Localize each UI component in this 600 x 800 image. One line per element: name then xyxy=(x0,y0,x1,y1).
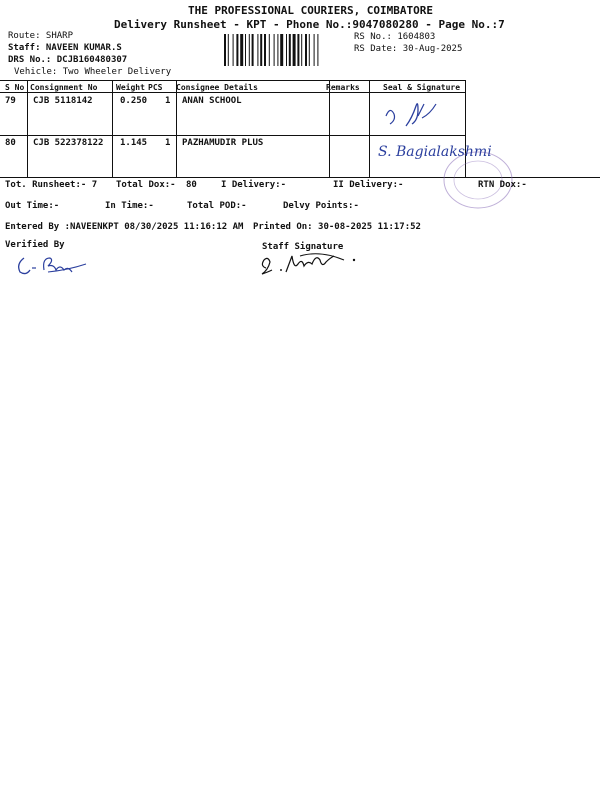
total-dox-value: 80 xyxy=(186,180,197,190)
row-consignee: PAZHAMUDIR PLUS xyxy=(182,138,264,148)
out-time: Out Time:- xyxy=(5,201,60,211)
rtn-dox: RTN Dox:- xyxy=(478,180,527,190)
printed-on: Printed On: 30-08-2025 11:17:52 xyxy=(253,222,421,232)
row-pcs: 1 xyxy=(165,138,171,148)
in-time: In Time:- xyxy=(105,201,154,211)
row-consignment: CJB 5118142 xyxy=(33,96,93,106)
entered-by: Entered By :NAVEENKPT 08/30/2025 11:16:12 AM xyxy=(5,222,244,232)
row-weight: 1.145 xyxy=(120,138,148,148)
i-delivery: I Delivery:- xyxy=(221,180,287,190)
drs-number: DRS No.: DCJB160480307 xyxy=(8,55,128,65)
row-consignment: CJB 522378122 xyxy=(33,138,104,148)
receiver-signature-text: S. Bagialakshmi xyxy=(378,144,492,160)
row-pcs: 1 xyxy=(165,96,171,106)
total-dox-label: Total Dox:- xyxy=(116,180,176,190)
row-consignee: ANAN SCHOOL xyxy=(182,96,242,106)
staff-label: Staff: NAVEEN KUMAR.S xyxy=(8,43,122,53)
delvy-points: Delvy Points:- xyxy=(283,201,359,211)
vehicle-label: Vehicle: Two Wheeler Delivery xyxy=(14,67,172,77)
rs-date: RS Date: 30-Aug-2025 xyxy=(354,44,463,54)
col-consignee: Consignee Details xyxy=(176,83,258,92)
col-remarks: Remarks xyxy=(326,83,360,92)
total-pod: Total POD:- xyxy=(187,201,247,211)
rs-number: RS No.: 1604803 xyxy=(354,32,436,42)
tot-runsheet: Tot. Runsheet:- 7 xyxy=(5,180,98,190)
col-consignment: Consignment No xyxy=(30,83,98,92)
row-sno: 79 xyxy=(5,96,16,106)
ii-delivery: II Delivery:- xyxy=(333,180,404,190)
staff-signature-icon xyxy=(256,248,366,282)
col-sno: S No xyxy=(5,83,25,92)
verified-by: Verified By xyxy=(5,240,65,250)
row-weight: 0.250 xyxy=(120,96,148,106)
col-weight: Weight xyxy=(116,83,145,92)
route-label: Route: SHARP xyxy=(8,31,74,41)
col-seal-signature: Seal & Signature xyxy=(383,83,461,92)
staff-signature-label: Staff Signature xyxy=(262,242,344,252)
verifier-signature-icon xyxy=(14,252,94,278)
row-sno: 80 xyxy=(5,138,16,148)
barcode-icon xyxy=(224,34,350,66)
col-pcs: PCS xyxy=(148,83,163,92)
company-title: THE PROFESSIONAL COURIERS, COIMBATORE xyxy=(188,4,434,17)
runsheet-subtitle: Delivery Runsheet - KPT - Phone No.:9047080280 - Page No.:7 xyxy=(114,18,505,31)
receiver-signature-icon xyxy=(380,98,444,134)
